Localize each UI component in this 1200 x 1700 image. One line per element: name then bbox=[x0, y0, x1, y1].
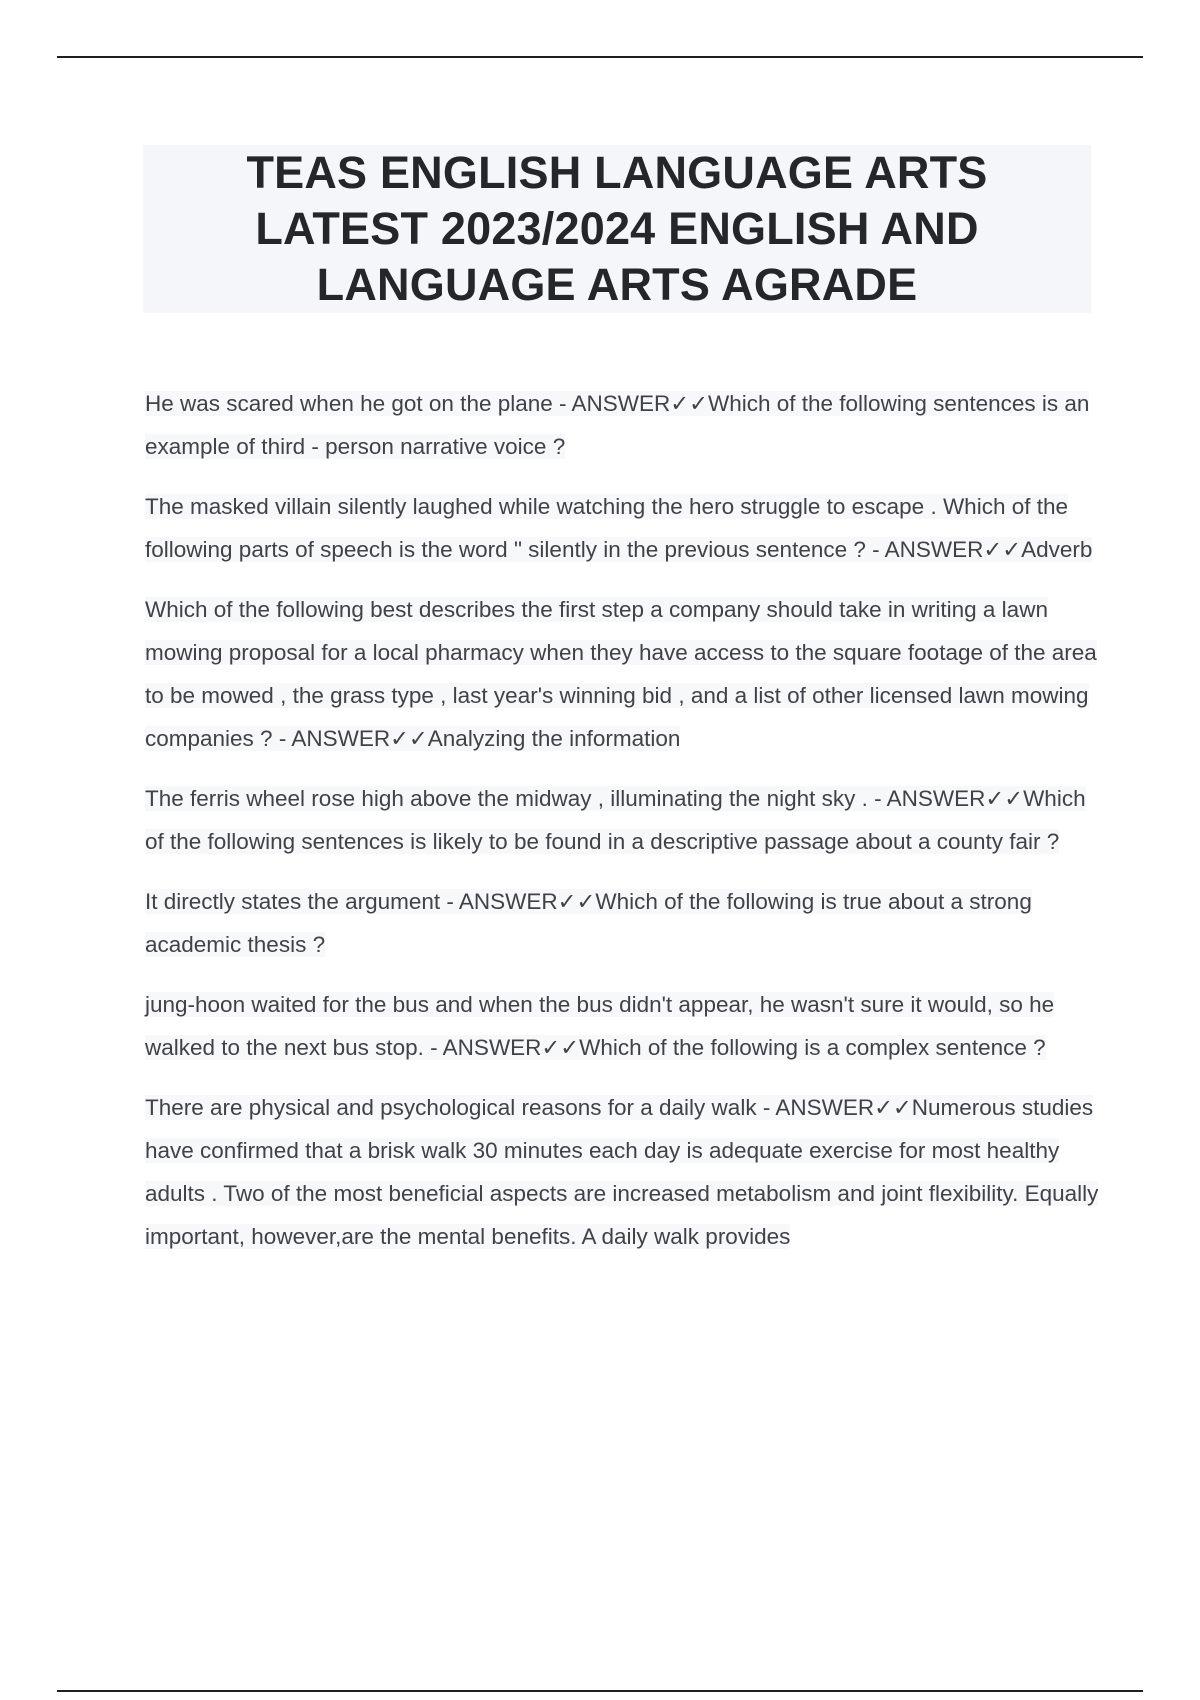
bottom-rule bbox=[57, 1690, 1143, 1692]
qa-entry-text: jung-hoon waited for the bus and when the bus didn't appear, he wasn't sure it would, so he walked to the next bus stop. - ANSWER✓✓Which of the following is a complex sentence ? bbox=[145, 992, 1055, 1060]
qa-entry bbox=[145, 777, 1105, 863]
qa-entry-text: There are physical and psychological reasons for a daily walk - ANSWER✓✓Numerous studies have confirmed that a brisk walk 30 minutes each day is adequate exercise for most healthy adults . Two of the most beneficial aspects are increased metabolism and joint flexibility. Equally important, however,are the mental benefits. A daily walk provides bbox=[145, 1095, 1099, 1249]
title-line-3: LANGUAGE ARTS AGRADE bbox=[316, 259, 918, 310]
qa-entry-text: He was scared when he got on the plane - ANSWER✓✓Which of the following sentences is an example of third - person narrative voice ? bbox=[145, 391, 1090, 459]
top-rule bbox=[57, 56, 1143, 58]
qa-entry bbox=[145, 485, 1105, 571]
qa-entry bbox=[145, 1086, 1105, 1258]
qa-entry bbox=[145, 880, 1105, 966]
qa-entry-text: The ferris wheel rose high above the midway , illuminating the night sky . - ANSWER✓✓Which of the following sentences is likely to be found in a descriptive passage about a county fair ? bbox=[145, 786, 1086, 854]
qa-entry bbox=[145, 588, 1105, 760]
qa-entry-text: It directly states the argument - ANSWER✓✓Which of the following is true about a strong academic thesis ? bbox=[145, 889, 1032, 957]
document-title bbox=[246, 145, 987, 313]
qa-list bbox=[145, 382, 1105, 1275]
title-banner bbox=[143, 145, 1091, 313]
qa-entry bbox=[145, 382, 1105, 468]
title-line-1: TEAS ENGLISH LANGUAGE ARTS bbox=[246, 147, 988, 198]
qa-entry-text: The masked villain silently laughed while watching the hero struggle to escape . Which of the following parts of speech is the word " silently in the previous sentence ? - ANSWER✓✓Adverb bbox=[145, 494, 1093, 562]
title-line-2: LATEST 2023/2024 ENGLISH AND bbox=[255, 203, 979, 254]
qa-entry-text: Which of the following best describes the first step a company should take in writing a lawn mowing proposal for a local pharmacy when they have access to the square footage of the area to be mowed , the grass type , last year's winning bid , and a list of other licensed lawn mowing companies ? - ANSWER✓✓Analyzing the information bbox=[145, 597, 1097, 751]
qa-entry bbox=[145, 983, 1105, 1069]
